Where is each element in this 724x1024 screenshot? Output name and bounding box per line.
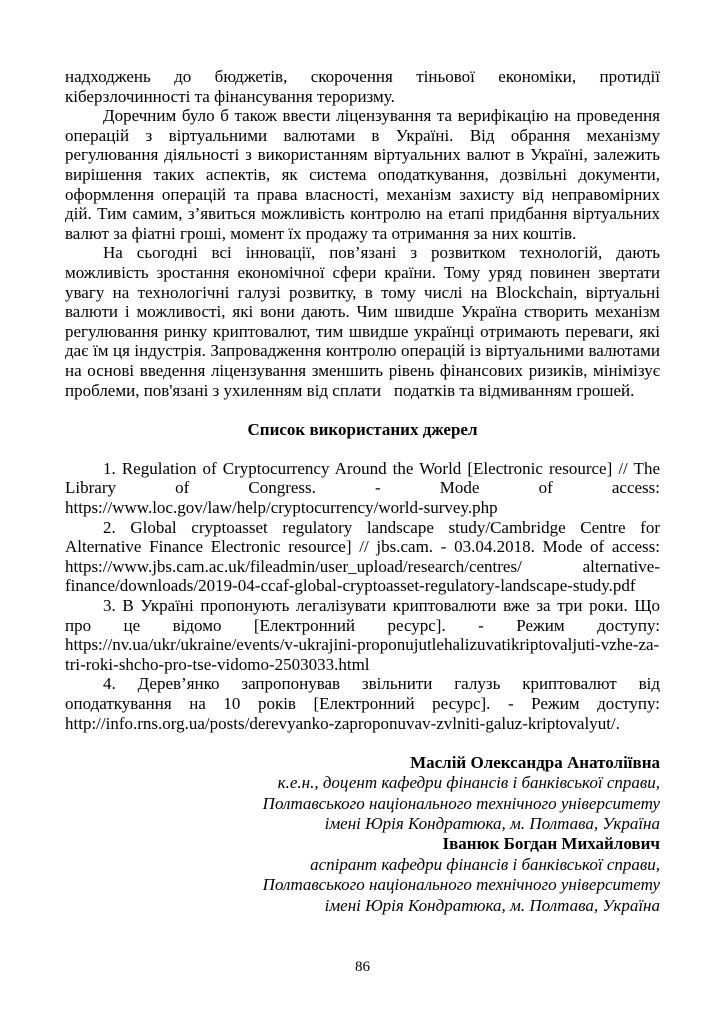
author-affiliation-line: аспірант кафедри фінансів і банківської справи, <box>310 854 660 874</box>
references-section <box>65 459 660 733</box>
body-paragraph: На сьогодні всі інновації, пов’язані з розвитком технологій, дають можливість зростання економічної сфери країни. Тому уряд повинен звертати увагу на технологічні галузі розвитку, в тому числі на Blockchain, віртуальні валюти і можливості, які вони дають. Чим швидше Україна створить механізм регулювання ринку криптовалют, тим швидше українці отримають переваги, які дає їм ця індустрія. Запровадження контролю операцій із віртуальними валютами на основі введення ліцензування зменшить рівень фінансових ризиків, мінімізує проблеми, пов'язані з ухиленням від сплати податків та відмиванням грошей. <box>65 243 660 400</box>
author-name: Маслій Олександра Анатоліївна <box>410 752 660 772</box>
reference-item: 4. Дерев’янко запропонував звільнити галузь криптовалют від оподаткування на 10 років [Електронний ресурс]. - Режим доступу: http://info.rns.org.ua/posts/derevyanko-zaproponuvav-zvlniti-galuz-kriptovalyut/. <box>65 674 660 733</box>
author-affiliation-line: к.е.н., доцент кафедри фінансів і банківської справи, <box>277 773 660 793</box>
author-affiliation-line: Полтавського національного технічного університету <box>262 875 660 895</box>
reference-item: 1. Regulation of Cryptocurrency Around the World [Electronic resource] // The Library of Congress. - Mode of access: https://www.loc.gov/law/help/cryptocurrency/world-survey.php <box>65 458 660 518</box>
reference-item: 2. Global cryptoasset regulatory landscape study/Cambridge Centre for Alternative Finance Electronic resource] // jbs.cam. - 03.04.2018. Mode of access: https://www.jbs.cam.ac.uk/fileadmin/user_upload/research/centres/ alternative-finance/downloads/2019-04-ccaf-global-cryptoasset-regulatory-landscape-study.pdf <box>65 517 660 596</box>
page-number: 86 <box>355 959 370 975</box>
body-paragraph-continuation: надходжень до бюджетів, скорочення тіньової економіки, протидії кіберзлочинності та фінансування тероризму. <box>65 67 660 106</box>
author-affiliation-line: імені Юрія Кондратюка, м. Полтава, Україна <box>324 895 660 915</box>
body-paragraph: Доречним було б також ввести ліцензування та верифікацію на проведення операцій з віртуальними валютами в Україні. Від обрання механізму регулювання діяльності з використанням віртуальних валют в Україні, залежить вирішення таких аспектів, як система оподаткування, дозвільні документи, оформлення операцій та права власності, механізм захисту від неправомірних дій. Тим самим, з’явиться можливість контролю на етапі придбання віртуальних валют за фіатні гроші, момент їх продажу та отримання за них коштів. <box>65 106 660 243</box>
author-name: Іванюк Богдан Михайлович <box>442 834 660 854</box>
reference-item: 3. В Україні пропонують легалізувати криптовалюти вже за три роки. Що про це відомо [Електронний ресурс]. - Режим доступу: https://nv.ua/ukr/ukraine/events/v-ukrajini-proponujutlehalizuvatikriptovaljuti-vzhe-za-tri-roki-shcho-pro-tse-vidomo-2503033.html <box>65 596 660 674</box>
references-heading: Список використаних джерел <box>247 419 478 439</box>
page-content <box>65 67 660 916</box>
author-affiliation-line: Полтавського національного технічного університету <box>262 793 660 813</box>
authors-block <box>65 753 660 916</box>
author-affiliation-line: імені Юрія Кондратюка, м. Полтава, Україна <box>324 814 660 833</box>
